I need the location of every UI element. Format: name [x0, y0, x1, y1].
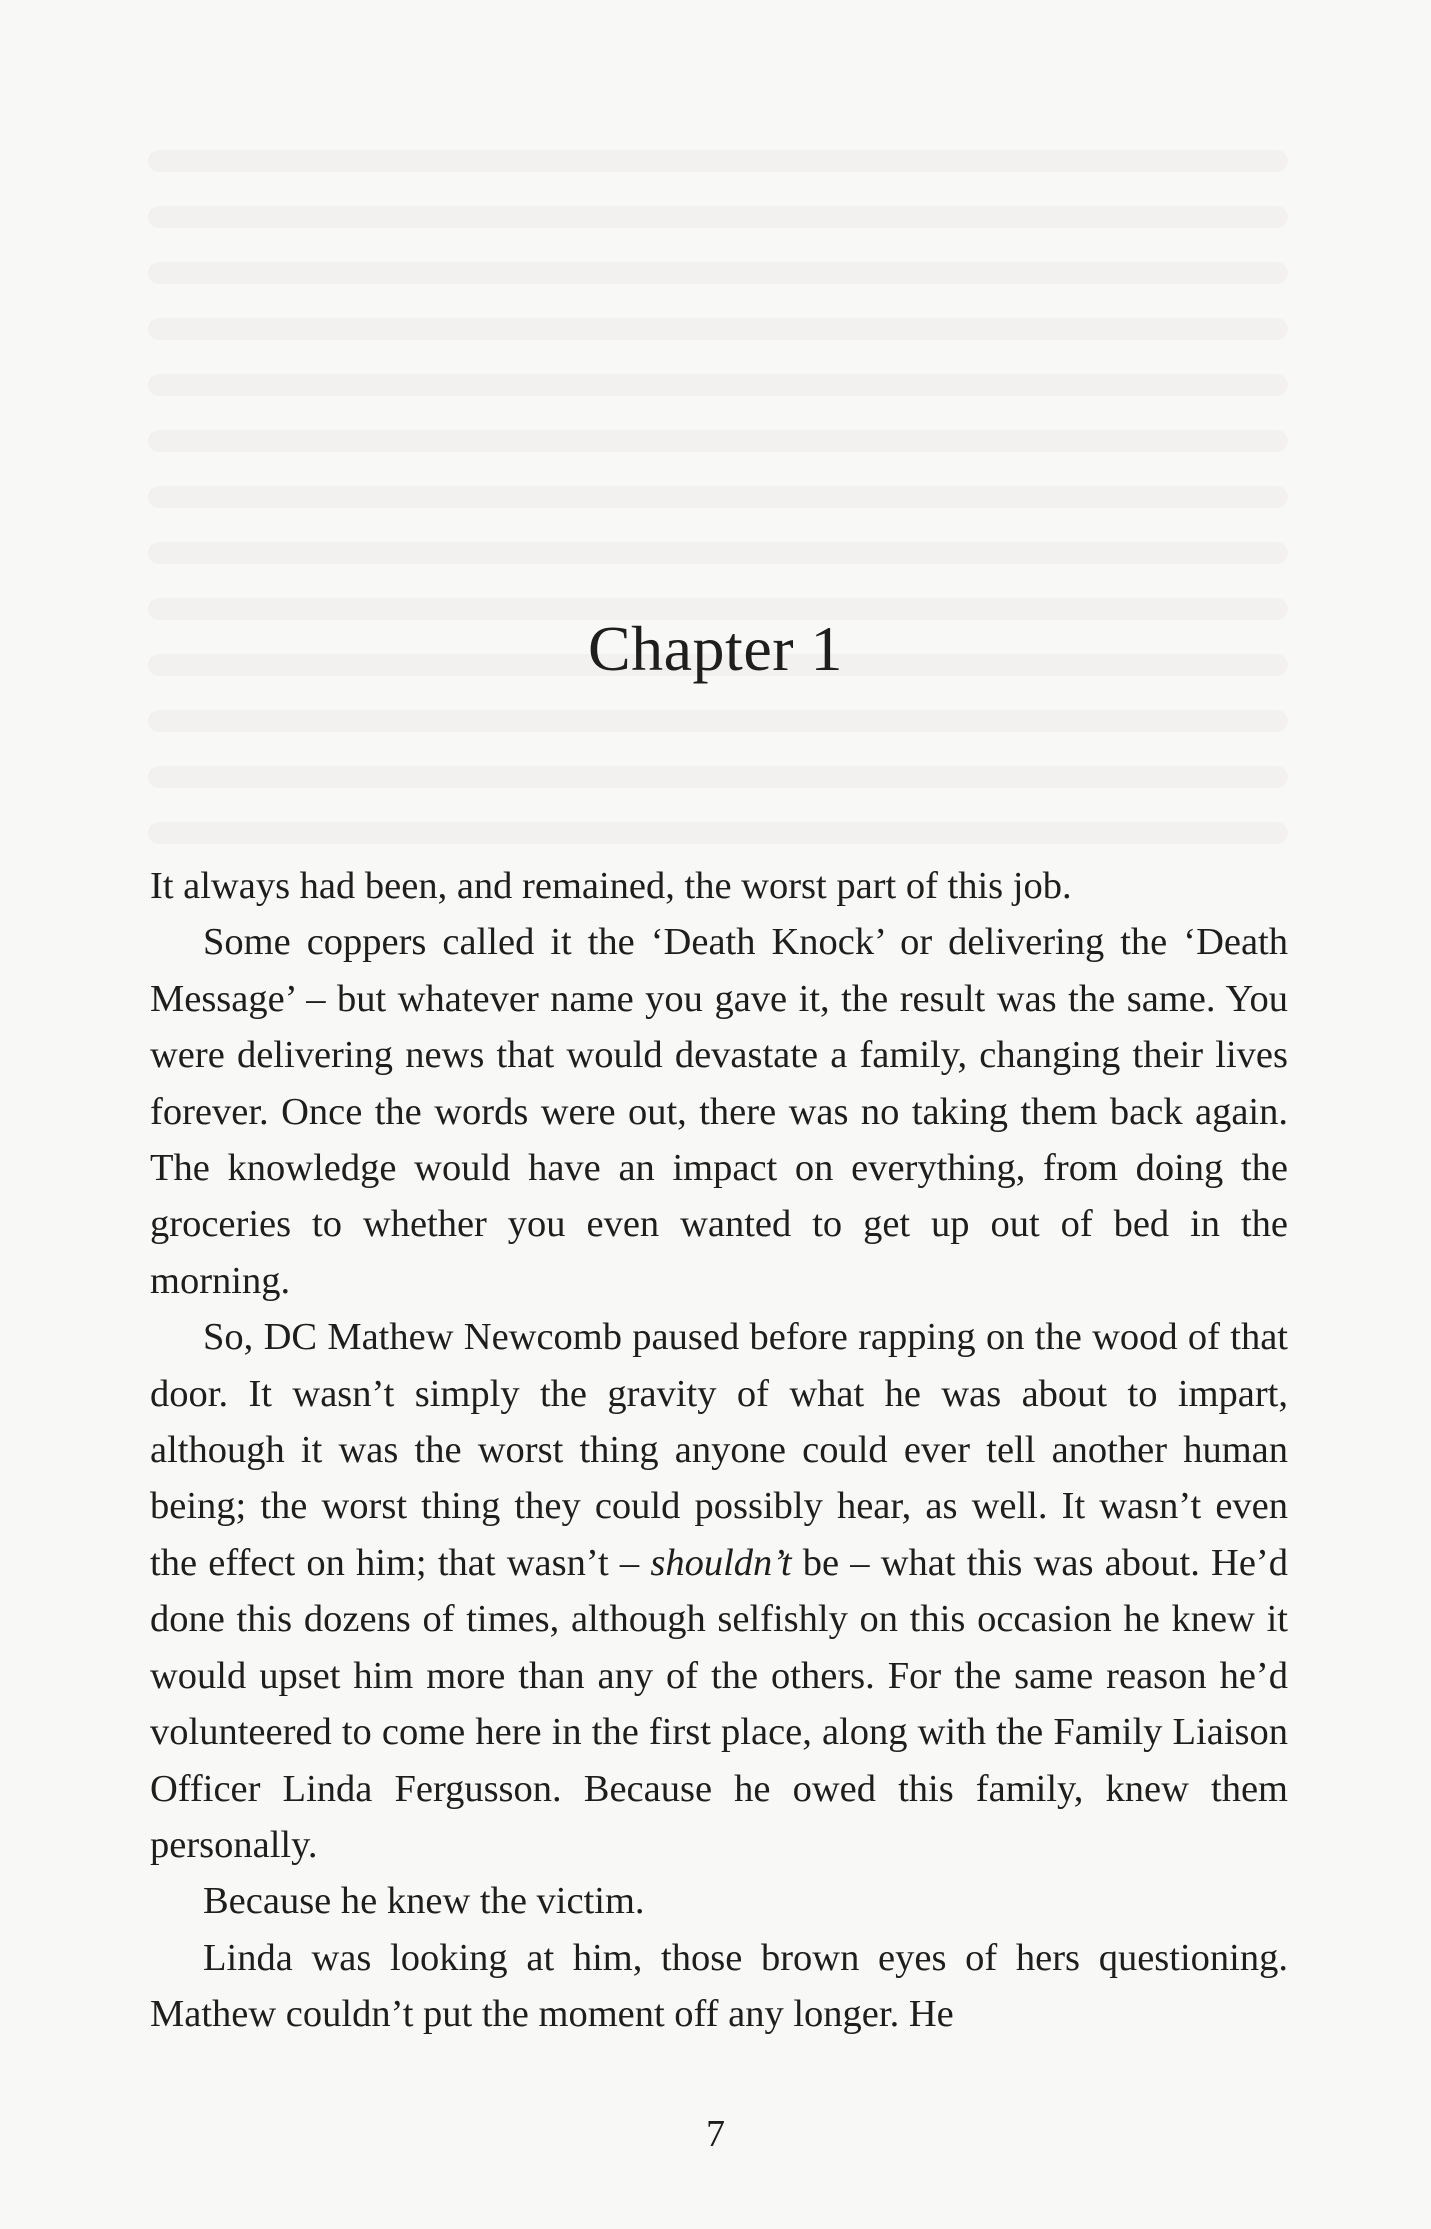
- paragraph-text: Some coppers called it the ‘Death Knock’ or delivering the ‘Death Message’ – but whatever name you gave it, the result was the same. You were delivering news that would devastate a family, changing their lives forever. Once the words were out, there was no taking them back again. The knowledge would have an impact on everything, from doing the groceries to whether you even wanted to get up out of bed in the morning.: [150, 921, 1288, 1302]
- show-through-line: [148, 430, 1288, 452]
- show-through-line: [148, 542, 1288, 564]
- paragraph-text: It always had been, and remained, the worst part of this job.: [150, 865, 1072, 907]
- paragraph: [150, 1873, 1288, 1929]
- paragraph: [150, 914, 1288, 1309]
- show-through-line: [148, 374, 1288, 396]
- paragraph-text: Linda was looking at him, those brown eyes of hers questioning. Mathew couldn’t put the moment off any longer. He: [150, 1936, 1288, 2036]
- show-through-line: [148, 486, 1288, 508]
- show-through-line: [148, 766, 1288, 788]
- show-through-line: [148, 206, 1288, 228]
- chapter-body: [150, 858, 1288, 2043]
- chapter-title: Chapter 1: [587, 613, 844, 684]
- page-number: 7: [706, 2113, 725, 2155]
- paragraph: [150, 1930, 1288, 2043]
- show-through-line: [148, 822, 1288, 844]
- show-through-line: [148, 262, 1288, 284]
- paragraph: [150, 858, 1288, 914]
- paragraph-text: So, DC Mathew Newcomb paused before rapping on the wood of that door. It wasn’t simply the gravity of what he was about to impart, although it was the worst thing anyone could ever tell another human being; the worst thing they could possibly hear, as well. It wasn’t even the effect on him; that wasn’t –: [150, 1316, 1288, 1584]
- paragraph-text-continued: be – what this was about. He’d done this dozens of times, although selfishly on this occasion he knew it would upset him more than any of the others. For the same reason he’d volunteered to come here in the first place, along with the Family Liaison Officer Linda Fergusson. Because he owed this family, knew them personally.: [150, 1541, 1288, 1866]
- paragraph-text: Because he knew the victim.: [203, 1880, 645, 1923]
- italic-emphasis: shouldn’t: [650, 1541, 792, 1584]
- show-through-line: [148, 710, 1288, 732]
- paragraph: [150, 1309, 1288, 1873]
- show-through-line: [148, 318, 1288, 340]
- show-through-line: [148, 150, 1288, 172]
